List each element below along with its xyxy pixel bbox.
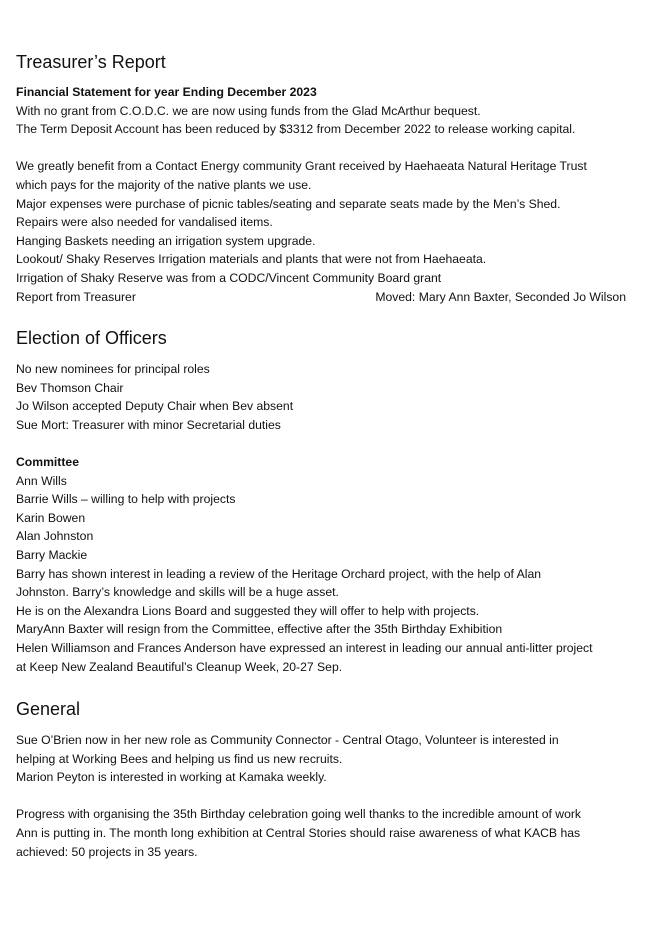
election-heading: Election of Officers [16, 328, 167, 348]
election-line: Bev Thomson Chair [16, 380, 124, 395]
committee-line: at Keep New Zealand Beautiful’s Cleanup Week, 20-27 Sep. [16, 659, 343, 674]
committee-line: He is on the Alexandra Lions Board and suggested they will offer to help with projects. [16, 603, 480, 618]
blank-line [16, 434, 636, 453]
committee-line: Johnston. Barry’s knowledge and skills will be a huge asset. [16, 585, 339, 600]
blank-line [16, 787, 636, 806]
treasurer-line: Irrigation of Shaky Reserve was from a CODC/Vincent Community Board grant [16, 270, 442, 285]
moved-seconded-text: Moved: Mary Ann Baxter, Seconded Jo Wilson [375, 289, 626, 304]
treasurer-line: Repairs were also needed for vandalised items. [16, 215, 273, 230]
treasurer-line: Major expenses were purchase of picnic tables/seating and separate seats made by the Men’s Shed. [16, 196, 561, 211]
general-line: Ann is putting in. The month long exhibition at Central Stories should raise awareness of what KACB has [16, 825, 581, 840]
treasurer-line: We greatly benefit from a Contact Energy community Grant received by Haehaeata Natural Heritage Trust [16, 159, 587, 174]
general-line: helping at Working Bees and helping us find us new recruits. [16, 751, 343, 766]
committee-line: Helen Williamson and Frances Anderson have expressed an interest in leading our annual anti-litter project [16, 640, 593, 655]
general-line: Sue O’Brien now in her new role as Community Connector - Central Otago, Volunteer is interested in [16, 733, 559, 747]
committee-line: Barry has shown interest in leading a review of the Heritage Orchard project, with the help of Alan [16, 566, 542, 581]
committee-line: Ann Wills [16, 473, 67, 488]
committee-heading: Committee [16, 454, 79, 469]
election-line: No new nominees for principal roles [16, 362, 210, 376]
treasurer-line: Hanging Baskets needing an irrigation system upgrade. [16, 233, 316, 248]
financial-statement-subheading: Financial Statement for year Ending December 2023 [16, 85, 317, 99]
report-label: Report from Treasurer [16, 289, 136, 304]
treasurer-line: Lookout/ Shaky Reserves Irrigation materials and plants that were not from Haehaeata. [16, 252, 487, 267]
committee-line: Alan Johnston [16, 529, 94, 544]
general-line: Progress with organising the 35th Birthday celebration going well thanks to the incredible amount of work [16, 807, 582, 822]
election-line: Sue Mort: Treasurer with minor Secretarial duties [16, 417, 281, 432]
election-line: Jo Wilson accepted Deputy Chair when Bev absent [16, 399, 294, 414]
general-line: Marion Peyton is interested in working at Kamaka weekly. [16, 770, 327, 785]
committee-line: Barry Mackie [16, 547, 88, 562]
committee-line: Barrie Wills – willing to help with projects [16, 492, 236, 507]
election-section [16, 360, 636, 676]
general-section [16, 731, 636, 861]
treasurer-line: With no grant from C.O.D.C. we are now using funds from the Glad McArthur bequest. [16, 103, 481, 118]
treasurer-line: The Term Deposit Account has been reduced by $3312 from December 2022 to release working capital. [16, 122, 576, 137]
committee-line: MaryAnn Baxter will resign from the Committee, effective after the 35th Birthday Exhibition [16, 622, 503, 637]
treasurer-line: which pays for the majority of the native plants we use. [16, 177, 312, 192]
treasurer-heading: Treasurer’s Report [16, 52, 166, 72]
general-line: achieved: 50 projects in 35 years. [16, 844, 198, 859]
report-moved-row [16, 288, 626, 307]
treasurer-section [16, 83, 636, 306]
general-heading: General [16, 699, 81, 719]
blank-line [16, 139, 636, 158]
committee-line: Karin Bowen [16, 510, 86, 525]
